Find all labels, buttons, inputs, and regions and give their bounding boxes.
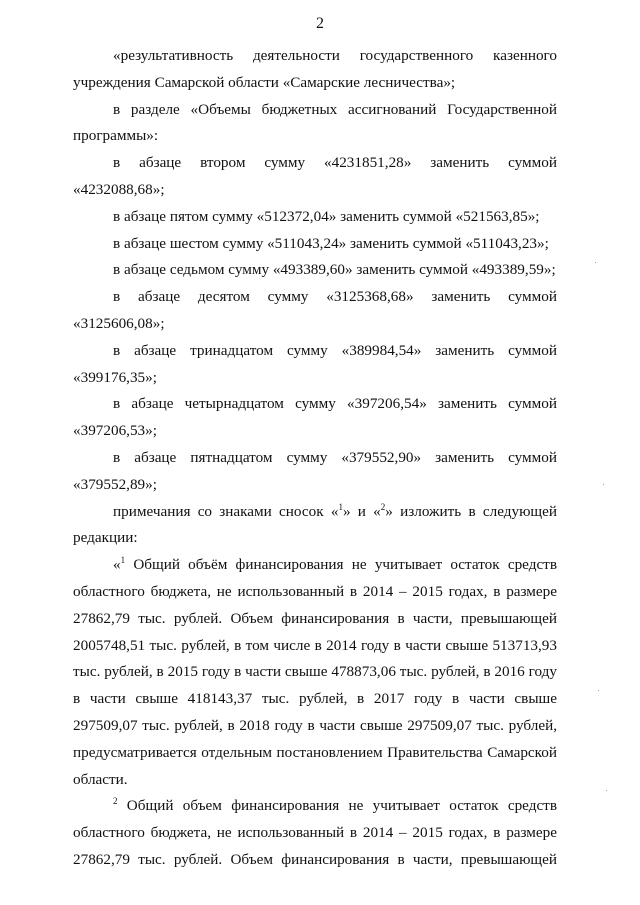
paragraph-amendment: в абзаце шестом сумму «511043,24» заменить суммой «511043,23»; bbox=[113, 234, 549, 252]
footnote-1-open-quote: « bbox=[113, 556, 121, 574]
paragraph-amendment: в абзаце четырнадцатом сумму «397206,54» заменить суммой «397206,53»; bbox=[73, 395, 557, 440]
scan-speck bbox=[606, 790, 607, 791]
notes-intro-middle: » и « bbox=[342, 502, 381, 520]
paragraph-section-heading: в разделе «Объемы бюджетных ассигнований Государственной программы»: bbox=[73, 100, 557, 145]
notes-intro-before: примечания со знаками сносок « bbox=[113, 502, 339, 520]
footnote-mark: 2 bbox=[380, 501, 386, 512]
notes-intro-after: » изложить в следующей редакции: bbox=[73, 502, 557, 547]
footnote-mark: 2 bbox=[113, 796, 118, 807]
paragraph-notes-intro bbox=[73, 499, 557, 553]
paragraph-amendment: в абзаце пятнадцатом сумму «379552,90» заменить суммой «379552,89»; bbox=[73, 448, 557, 493]
page-number: 2 bbox=[316, 15, 324, 32]
paragraph-amendment: в абзаце седьмом сумму «493389,60» заменить суммой «493389,59»; bbox=[113, 261, 556, 279]
paragraph-amendment: в абзаце тринадцатом сумму «389984,54» заменить суммой «399176,35»; bbox=[73, 341, 557, 386]
paragraph-amendment: в абзаце десятом сумму «3125368,68» заменить суммой «3125606,08»; bbox=[73, 288, 557, 332]
scan-speck bbox=[603, 484, 604, 485]
footnote-1-text: Общий объём финансирования не учитывает остаток средств областного бюджета, не использованный в 2014 – 2015 годах, в размере 27862,79 тыс. рублей. Объем финансирования в части, превышающей 2005748,51 тыс. рублей, в том числе в 2014 году в части свыше 513713,93 тыс. рублей, в 2015 году в части свыше 478873,06 тыс. рублей, в 2016 году в части свыше 418143,37 тыс. рублей, в 2017 году в части свыше 297509,07 тыс. рублей, в 2018 году в части свыше 297509,07 тыс. рублей, предусматривается отдельным постановлением Правительства Самарской области. bbox=[73, 556, 557, 788]
footnote-2-text: Общий объем финансирования не учитывает остаток средств областного бюджета, не использованный в 2014 – 2015 годах, в размере 27862,79 тыс. рублей. Объем финансирования в части, превышающей bbox=[73, 797, 557, 868]
paragraph-amendment: в абзаце пятом сумму «512372,04» заменить суммой «521563,85»; bbox=[113, 207, 540, 225]
document-body bbox=[73, 43, 557, 874]
scan-speck bbox=[598, 690, 599, 691]
footnote-mark: 1 bbox=[338, 501, 343, 512]
paragraph-amendment: в абзаце втором сумму «4231851,28» заменить суммой «4232088,68»; bbox=[73, 154, 557, 198]
paragraph-results: «результативность деятельности государственного казенного учреждения Самарской области «Самарские лесничества»; bbox=[73, 47, 557, 91]
footnote-mark: 1 bbox=[120, 555, 126, 566]
footnote-2 bbox=[73, 793, 557, 873]
scan-speck bbox=[595, 262, 596, 263]
footnote-1 bbox=[73, 552, 557, 793]
